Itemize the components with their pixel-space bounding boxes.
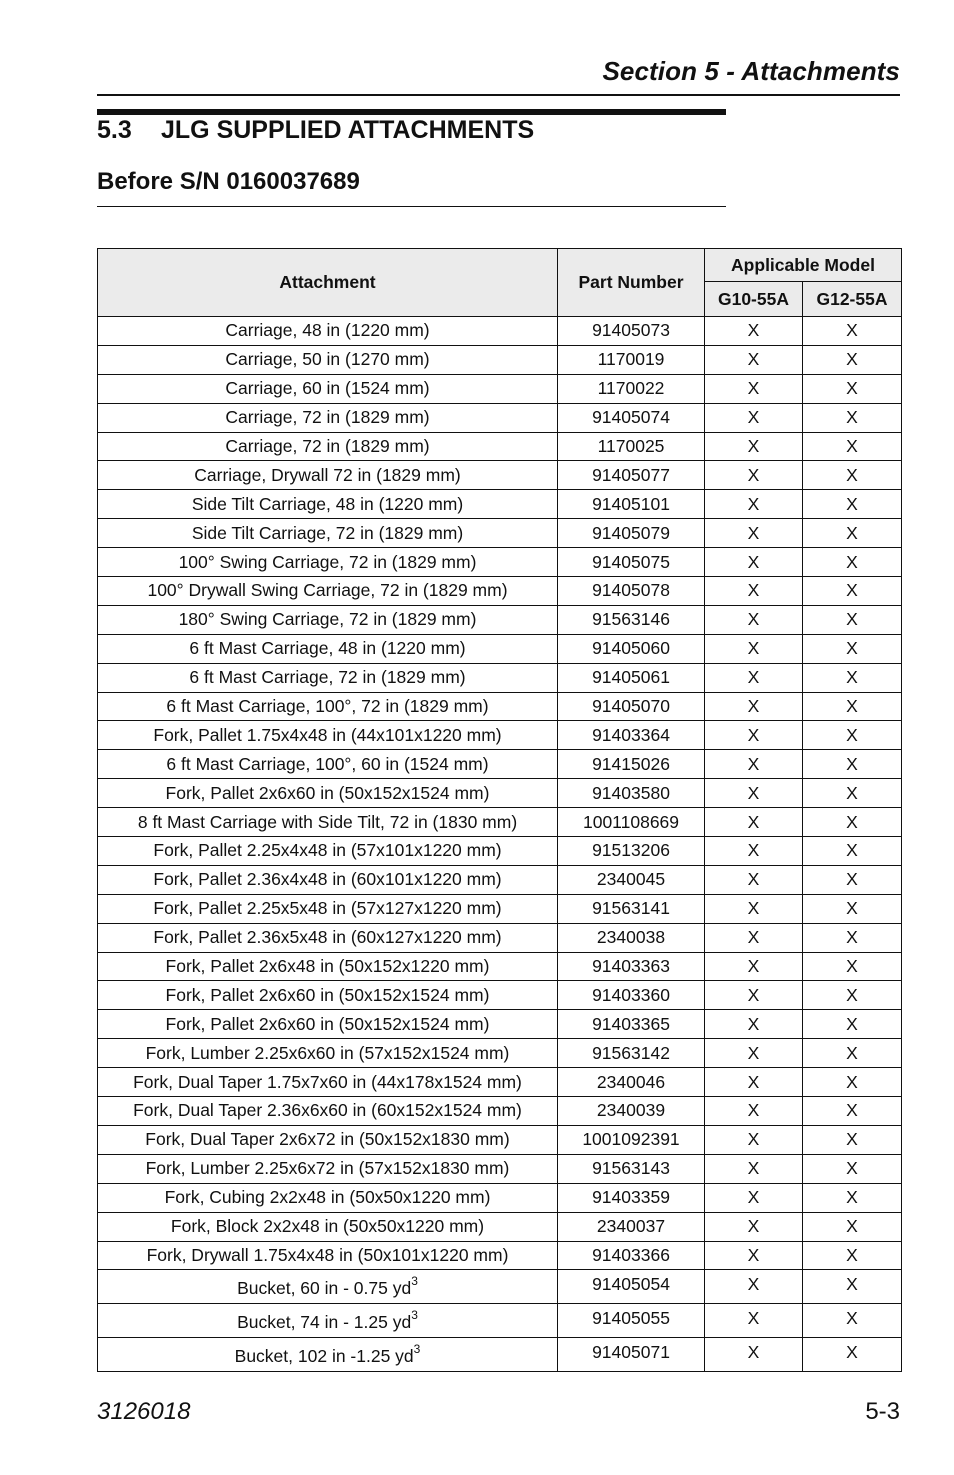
table-row — [98, 577, 902, 606]
cell-part-number: 1001092391 — [558, 1125, 705, 1154]
cell-model-1: X — [705, 865, 803, 894]
table-row — [98, 1097, 902, 1126]
section-header: Section 5 - Attachments — [602, 56, 900, 86]
cell-attachment — [98, 865, 558, 894]
cell-model-2: X — [803, 432, 902, 461]
table-row — [98, 894, 902, 923]
table-row — [98, 548, 902, 577]
cell-part-number: 91563146 — [558, 605, 705, 634]
title-bar — [97, 109, 726, 115]
table-row — [98, 1125, 902, 1154]
cell-model-2: X — [803, 634, 902, 663]
column-header-applicable-model: Applicable Model — [705, 249, 902, 282]
table-row — [98, 634, 902, 663]
table-row — [98, 750, 902, 779]
section-title — [97, 116, 534, 145]
document-number: 3126018 — [97, 1398, 191, 1425]
cell-model-1: X — [705, 923, 803, 952]
cell-model-2: X — [803, 1183, 902, 1212]
attachment-text: 180° Swing Carriage, 72 in (1829 mm) — [178, 609, 477, 630]
cell-part-number: 91563141 — [558, 894, 705, 923]
attachment-text: Side Tilt Carriage, 72 in (1829 mm) — [191, 522, 464, 543]
attachment-text: Fork, Pallet 2x6x60 in (50x152x1524 mm) — [165, 782, 490, 803]
cell-model-2: X — [803, 374, 902, 403]
cell-attachment — [98, 1241, 558, 1270]
cell-part-number: 2340045 — [558, 865, 705, 894]
table-row — [98, 808, 902, 837]
cell-attachment — [98, 1039, 558, 1068]
attachment-text: Fork, Pallet 2x6x60 in (50x152x1524 mm) — [165, 984, 490, 1005]
table-row — [98, 374, 902, 403]
cell-model-2: X — [803, 345, 902, 374]
cell-model-1: X — [705, 1183, 803, 1212]
cell-attachment — [98, 923, 558, 952]
cell-attachment — [98, 519, 558, 548]
cell-part-number: 91405061 — [558, 663, 705, 692]
cell-model-2: X — [803, 1068, 902, 1097]
table-row — [98, 1212, 902, 1241]
cell-attachment — [98, 345, 558, 374]
cell-model-1: X — [705, 1039, 803, 1068]
cell-model-1: X — [705, 1304, 803, 1338]
cell-model-1: X — [705, 1068, 803, 1097]
attachment-text: Carriage, 72 in (1829 mm) — [225, 436, 430, 456]
cell-model-1: X — [705, 605, 803, 634]
cell-part-number: 91405101 — [558, 490, 705, 519]
attachment-text: Carriage, 72 in (1829 mm) — [225, 407, 430, 428]
cell-model-2: X — [803, 490, 902, 519]
table-row — [98, 1337, 902, 1371]
cell-part-number: 91403365 — [558, 1010, 705, 1039]
cell-attachment — [98, 317, 558, 346]
cell-part-number: 1170022 — [558, 374, 705, 403]
cell-part-number: 2340038 — [558, 923, 705, 952]
column-header-model-1: G10-55A — [705, 282, 803, 317]
attachment-text: Carriage, 48 in (1220 mm) — [225, 320, 430, 341]
cell-model-1: X — [705, 1337, 803, 1371]
cell-model-1: X — [705, 1154, 803, 1183]
cell-model-1: X — [705, 663, 803, 692]
cell-part-number: 91563142 — [558, 1039, 705, 1068]
cell-attachment — [98, 808, 558, 837]
subtitle: Before S/N 0160037689 — [97, 168, 360, 195]
subtitle-rule — [97, 206, 726, 207]
table-row — [98, 432, 902, 461]
cell-model-2: X — [803, 577, 902, 606]
cell-model-1: X — [705, 461, 803, 490]
table-row — [98, 865, 902, 894]
section-number: 5.3 — [97, 116, 132, 144]
cell-attachment — [98, 1270, 558, 1304]
cell-attachment — [98, 750, 558, 779]
column-header-attachment: Attachment — [98, 249, 558, 317]
table-row — [98, 1154, 902, 1183]
cell-model-2: X — [803, 1304, 902, 1338]
cell-model-2: X — [803, 779, 902, 808]
cell-part-number: 91403359 — [558, 1183, 705, 1212]
cell-model-1: X — [705, 808, 803, 837]
cell-attachment — [98, 374, 558, 403]
cell-attachment — [98, 1212, 558, 1241]
attachment-text: Side Tilt Carriage, 48 in (1220 mm) — [191, 493, 464, 514]
cell-model-1: X — [705, 981, 803, 1010]
column-header-part-number: Part Number — [558, 249, 705, 317]
cell-attachment — [98, 1125, 558, 1154]
section-title-text: JLG SUPPLIED ATTACHMENTS — [161, 116, 535, 144]
cell-model-1: X — [705, 403, 803, 432]
cell-model-2: X — [803, 461, 902, 490]
cell-part-number: 91415026 — [558, 750, 705, 779]
cell-model-1: X — [705, 490, 803, 519]
cell-model-1: X — [705, 779, 803, 808]
table-row — [98, 519, 902, 548]
cell-attachment — [98, 432, 558, 461]
cell-attachment — [98, 605, 558, 634]
cell-model-2: X — [803, 837, 902, 866]
cell-model-1: X — [705, 432, 803, 461]
attachments-table — [97, 248, 902, 1372]
cell-attachment — [98, 1154, 558, 1183]
cell-model-1: X — [705, 721, 803, 750]
attachment-text: Fork, Pallet 2x6x60 in (50x152x1524 mm) — [165, 1013, 490, 1034]
table-row — [98, 1039, 902, 1068]
cell-model-1: X — [705, 374, 803, 403]
cell-part-number: 91403363 — [558, 952, 705, 981]
cell-attachment — [98, 692, 558, 721]
cell-part-number: 91405054 — [558, 1270, 705, 1304]
cell-attachment — [98, 981, 558, 1010]
cell-model-2: X — [803, 519, 902, 548]
cell-model-2: X — [803, 923, 902, 952]
cell-model-2: X — [803, 548, 902, 577]
cell-attachment — [98, 634, 558, 663]
attachment-text: 100° Swing Carriage, 72 in (1829 mm) — [178, 551, 477, 572]
table-row — [98, 779, 902, 808]
cell-model-2: X — [803, 721, 902, 750]
attachment-text: Carriage, 50 in (1270 mm) — [225, 349, 430, 370]
attachment-text: Bucket, 60 in - 0.75 yd — [237, 1278, 412, 1299]
cell-model-1: X — [705, 1010, 803, 1039]
cell-part-number: 2340046 — [558, 1068, 705, 1097]
attachment-text: Fork, Pallet 2.36x5x48 in (60x127x1220 mm) — [153, 927, 502, 948]
cell-attachment — [98, 1068, 558, 1097]
attachment-text: Bucket, 74 in - 1.25 yd — [237, 1312, 412, 1333]
cell-attachment — [98, 403, 558, 432]
cell-part-number: 91405060 — [558, 634, 705, 663]
cell-model-2: X — [803, 1010, 902, 1039]
cell-model-2: X — [803, 605, 902, 634]
cell-model-2: X — [803, 403, 902, 432]
column-header-model-2: G12-55A — [803, 282, 902, 317]
cell-attachment — [98, 490, 558, 519]
cell-attachment — [98, 721, 558, 750]
cell-model-1: X — [705, 750, 803, 779]
cell-model-1: X — [705, 692, 803, 721]
cell-model-1: X — [705, 894, 803, 923]
cell-model-2: X — [803, 808, 902, 837]
cell-model-2: X — [803, 663, 902, 692]
cell-part-number: 91405074 — [558, 403, 705, 432]
cell-model-1: X — [705, 1212, 803, 1241]
cell-model-1: X — [705, 317, 803, 346]
cell-attachment — [98, 894, 558, 923]
cell-model-2: X — [803, 865, 902, 894]
table-row — [98, 692, 902, 721]
cell-attachment — [98, 663, 558, 692]
attachment-text: Fork, Pallet 2.25x4x48 in (57x101x1220 mm) — [153, 840, 502, 861]
cell-part-number: 1001108669 — [558, 808, 705, 837]
cell-part-number: 91403364 — [558, 721, 705, 750]
cell-attachment — [98, 577, 558, 606]
cell-part-number: 91405073 — [558, 317, 705, 346]
cell-model-2: X — [803, 952, 902, 981]
cell-attachment — [98, 1183, 558, 1212]
table-row — [98, 721, 902, 750]
attachment-text: Fork, Dual Taper 1.75x7x60 in (44x178x1524 mm) — [133, 1071, 522, 1092]
table-row — [98, 981, 902, 1010]
table-row — [98, 1068, 902, 1097]
cell-model-2: X — [803, 894, 902, 923]
unit-exponent: 3 — [411, 1274, 418, 1289]
attachment-text: Carriage, 60 in (1524 mm) — [225, 378, 430, 399]
cell-model-1: X — [705, 837, 803, 866]
cell-model-2: X — [803, 1337, 902, 1371]
cell-model-1: X — [705, 345, 803, 374]
cell-attachment — [98, 1010, 558, 1039]
table-header — [98, 249, 902, 317]
cell-model-2: X — [803, 1212, 902, 1241]
cell-model-2: X — [803, 692, 902, 721]
cell-model-1: X — [705, 577, 803, 606]
table-row — [98, 345, 902, 374]
table-row — [98, 1183, 902, 1212]
attachment-text: Fork, Lumber 2.25x6x60 in (57x152x1524 mm) — [145, 1042, 510, 1063]
attachment-text: 8 ft Mast Carriage with Side Tilt, 72 in (1830 mm) — [137, 811, 518, 832]
cell-part-number: 91403366 — [558, 1241, 705, 1270]
table-row — [98, 1010, 902, 1039]
cell-model-2: X — [803, 1039, 902, 1068]
cell-model-1: X — [705, 952, 803, 981]
cell-model-2: X — [803, 981, 902, 1010]
cell-part-number: 91405055 — [558, 1304, 705, 1338]
cell-model-1: X — [705, 548, 803, 577]
cell-part-number: 2340037 — [558, 1212, 705, 1241]
attachment-text: Bucket, 102 in -1.25 yd — [234, 1345, 414, 1366]
attachment-text: Fork, Dual Taper 2x6x72 in (50x152x1830 mm) — [145, 1129, 510, 1150]
attachment-text: Fork, Pallet 2.36x4x48 in (60x101x1220 mm) — [153, 869, 502, 890]
attachment-text: 6 ft Mast Carriage, 72 in (1829 mm) — [189, 667, 466, 688]
attachment-text: Fork, Cubing 2x2x48 in (50x50x1220 mm) — [164, 1187, 491, 1208]
cell-part-number: 91403580 — [558, 779, 705, 808]
cell-part-number: 91405079 — [558, 519, 705, 548]
attachment-text: 6 ft Mast Carriage, 48 in (1220 mm) — [189, 638, 466, 659]
cell-model-1: X — [705, 634, 803, 663]
table-row — [98, 605, 902, 634]
table-row — [98, 317, 902, 346]
table-row — [98, 1270, 902, 1304]
table-row — [98, 923, 902, 952]
cell-model-1: X — [705, 1270, 803, 1304]
cell-attachment — [98, 548, 558, 577]
table-row — [98, 663, 902, 692]
attachment-text: Fork, Dual Taper 2.36x6x60 in (60x152x1524 mm) — [133, 1100, 522, 1121]
cell-part-number: 91405077 — [558, 461, 705, 490]
unit-exponent: 3 — [413, 1342, 421, 1357]
page-number: 5-3 — [865, 1398, 900, 1425]
cell-part-number: 91403360 — [558, 981, 705, 1010]
cell-part-number: 1170019 — [558, 345, 705, 374]
cell-model-2: X — [803, 750, 902, 779]
cell-attachment — [98, 779, 558, 808]
table-row — [98, 837, 902, 866]
cell-part-number: 91405071 — [558, 1337, 705, 1371]
attachment-text: Fork, Pallet 1.75x4x48 in (44x101x1220 mm) — [153, 724, 502, 745]
cell-part-number: 2340039 — [558, 1097, 705, 1126]
cell-model-1: X — [705, 1241, 803, 1270]
cell-model-2: X — [803, 317, 902, 346]
table-row — [98, 461, 902, 490]
cell-model-1: X — [705, 519, 803, 548]
cell-part-number: 91563143 — [558, 1154, 705, 1183]
attachment-text: Fork, Pallet 2.25x5x48 in (57x127x1220 mm) — [153, 898, 502, 919]
header-rule — [97, 94, 900, 96]
cell-part-number: 91513206 — [558, 837, 705, 866]
cell-attachment — [98, 952, 558, 981]
cell-attachment — [98, 1337, 558, 1371]
table-row — [98, 403, 902, 432]
attachment-text: Fork, Block 2x2x48 in (50x50x1220 mm) — [170, 1216, 485, 1237]
cell-attachment — [98, 1097, 558, 1126]
cell-attachment — [98, 837, 558, 866]
cell-model-2: X — [803, 1125, 902, 1154]
table-row — [98, 1241, 902, 1270]
cell-attachment — [98, 461, 558, 490]
cell-model-2: X — [803, 1241, 902, 1270]
cell-part-number: 91405078 — [558, 577, 705, 606]
unit-exponent: 3 — [411, 1308, 418, 1323]
cell-model-2: X — [803, 1270, 902, 1304]
attachment-text: Fork, Drywall 1.75x4x48 in (50x101x1220 mm) — [146, 1244, 509, 1265]
cell-part-number: 1170025 — [558, 432, 705, 461]
attachment-text: Fork, Pallet 2x6x48 in (50x152x1220 mm) — [165, 956, 490, 977]
table-body — [98, 317, 902, 1372]
cell-part-number: 91405075 — [558, 548, 705, 577]
cell-attachment — [98, 1304, 558, 1338]
table-row — [98, 952, 902, 981]
attachment-text: Carriage, Drywall 72 in (1829 mm) — [194, 464, 461, 485]
attachment-text: Fork, Lumber 2.25x6x72 in (57x152x1830 mm) — [145, 1158, 510, 1179]
attachment-text: 6 ft Mast Carriage, 100°, 60 in (1524 mm) — [166, 753, 489, 774]
cell-model-1: X — [705, 1097, 803, 1126]
attachment-text: 100° Drywall Swing Carriage, 72 in (1829 mm) — [147, 580, 508, 601]
table-row — [98, 1304, 902, 1338]
table-row — [98, 490, 902, 519]
cell-model-2: X — [803, 1097, 902, 1126]
cell-part-number: 91405070 — [558, 692, 705, 721]
cell-model-1: X — [705, 1125, 803, 1154]
attachment-text: 6 ft Mast Carriage, 100°, 72 in (1829 mm) — [166, 696, 489, 717]
cell-model-2: X — [803, 1154, 902, 1183]
